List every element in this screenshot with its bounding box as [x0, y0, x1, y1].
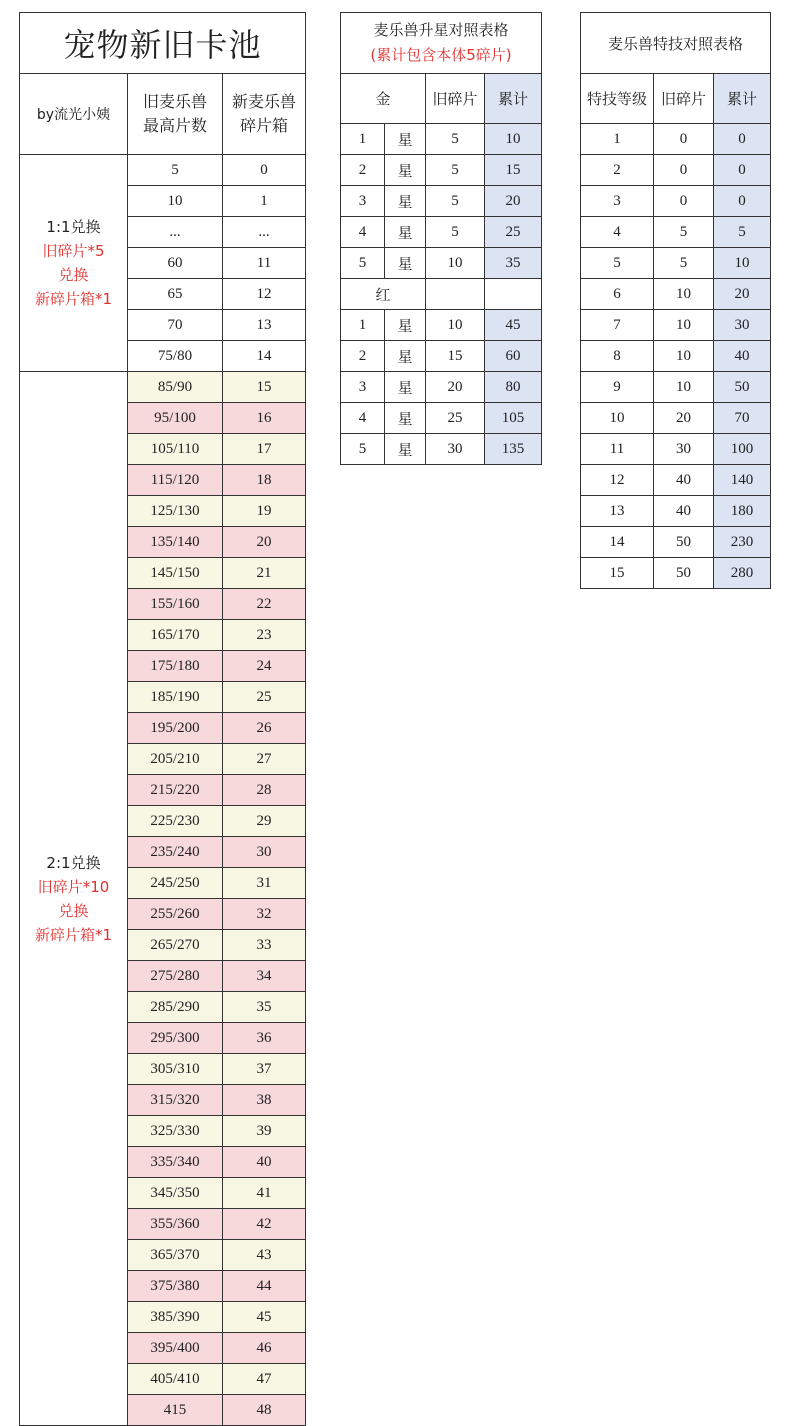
table-row — [581, 558, 771, 589]
old-shards-cell: 15 — [426, 341, 485, 372]
skill-table — [580, 12, 771, 589]
star-label-cell: 星 — [385, 341, 426, 372]
skill-table-header — [581, 74, 771, 124]
skill-level-cell: 13 — [581, 496, 654, 527]
header-old-max-shards: 旧麦乐兽 最高片数 — [128, 74, 223, 155]
old-max-shards-cell: 305/310 — [128, 1054, 223, 1085]
header-new-shard-box: 新麦乐兽 碎片箱 — [223, 74, 306, 155]
old-max-shards-cell: 115/120 — [128, 465, 223, 496]
cumulative-cell: 100 — [714, 434, 771, 465]
table-row — [341, 124, 542, 155]
skill-level-cell: 5 — [581, 248, 654, 279]
old-max-shards-cell: 95/100 — [128, 403, 223, 434]
new-shard-box-cell: 44 — [223, 1271, 306, 1302]
old-shards-cell: 40 — [654, 496, 714, 527]
skill-level-cell: 15 — [581, 558, 654, 589]
old-max-shards-cell: 285/290 — [128, 992, 223, 1023]
new-shard-box-cell: 43 — [223, 1240, 306, 1271]
skill-level-cell: 11 — [581, 434, 654, 465]
new-shard-box-cell: 14 — [223, 341, 306, 372]
cumulative-cell: 40 — [714, 341, 771, 372]
old-shards-cell: 10 — [654, 341, 714, 372]
old-max-shards-cell: 415 — [128, 1395, 223, 1426]
old-shards-cell: 10 — [654, 372, 714, 403]
new-shard-box-cell: 48 — [223, 1395, 306, 1426]
old-max-shards-cell: 365/370 — [128, 1240, 223, 1271]
new-shard-box-cell: 13 — [223, 310, 306, 341]
exchange-rule-line: 兑换 — [58, 901, 89, 920]
new-shard-box-cell: 41 — [223, 1178, 306, 1209]
cumulative-cell: 135 — [485, 434, 542, 465]
old-shards-cell: 20 — [654, 403, 714, 434]
old-max-shards-cell: 60 — [128, 248, 223, 279]
exchange-rule-line: 1:1兑换 — [46, 218, 101, 236]
new-shard-box-cell: 11 — [223, 248, 306, 279]
header-cumulative: 累计 — [714, 74, 771, 124]
old-max-shards-cell: 205/210 — [128, 744, 223, 775]
new-shard-box-cell: 0 — [223, 155, 306, 186]
cumulative-cell: 0 — [714, 124, 771, 155]
table-row — [341, 248, 542, 279]
skill-level-cell: 6 — [581, 279, 654, 310]
table-row — [20, 372, 306, 403]
cumulative-cell: 80 — [485, 372, 542, 403]
old-max-shards-cell: 255/260 — [128, 899, 223, 930]
star-level-cell: 1 — [341, 124, 385, 155]
cumulative-cell: 70 — [714, 403, 771, 434]
new-shard-box-cell: 20 — [223, 527, 306, 558]
old-shards-cell: 30 — [654, 434, 714, 465]
red-section-row — [341, 279, 542, 310]
table-row — [581, 465, 771, 496]
old-max-shards-cell: 5 — [128, 155, 223, 186]
old-shards-cell: 10 — [426, 248, 485, 279]
header-old-shards: 旧碎片 — [426, 74, 485, 124]
star-upgrade-table — [340, 12, 542, 465]
table-row — [341, 403, 542, 434]
old-shards-cell: 50 — [654, 527, 714, 558]
old-max-shards-cell: 235/240 — [128, 837, 223, 868]
old-shards-cell: 10 — [654, 279, 714, 310]
star-upgrade-subtitle: (累计包含本体5碎片) — [370, 46, 512, 64]
skill-table-title: 麦乐兽特技对照表格 — [581, 13, 771, 74]
star-label-cell: 星 — [385, 155, 426, 186]
star-level-cell: 3 — [341, 372, 385, 403]
skill-level-cell: 9 — [581, 372, 654, 403]
exchange-rule-line: 2:1兑换 — [46, 853, 101, 872]
skill-level-cell: 3 — [581, 186, 654, 217]
star-level-cell: 2 — [341, 341, 385, 372]
old-shards-cell: 0 — [654, 124, 714, 155]
cumulative-cell: 10 — [485, 124, 542, 155]
old-max-shards-cell: 295/300 — [128, 1023, 223, 1054]
new-shard-box-cell: 42 — [223, 1209, 306, 1240]
new-shard-box-cell: 32 — [223, 899, 306, 930]
old-max-shards-cell: 315/320 — [128, 1085, 223, 1116]
new-shard-box-cell: 25 — [223, 682, 306, 713]
skill-level-cell: 10 — [581, 403, 654, 434]
table-row — [581, 341, 771, 372]
old-shards-cell: 5 — [654, 217, 714, 248]
header-old-shards: 旧碎片 — [654, 74, 714, 124]
new-shard-box-cell: 18 — [223, 465, 306, 496]
old-max-shards-cell: 215/220 — [128, 775, 223, 806]
star-label-cell: 星 — [385, 124, 426, 155]
old-shards-cell: 5 — [654, 248, 714, 279]
skill-rows — [581, 124, 771, 589]
old-shards-cell: 10 — [426, 310, 485, 341]
cumulative-cell: 15 — [485, 155, 542, 186]
table-row — [581, 248, 771, 279]
old-shards-cell: 20 — [426, 372, 485, 403]
old-max-shards-cell: 405/410 — [128, 1364, 223, 1395]
star-label-cell: 星 — [385, 248, 426, 279]
new-shard-box-cell: 39 — [223, 1116, 306, 1147]
old-max-shards-cell: 145/150 — [128, 558, 223, 589]
old-max-shards-cell: 375/380 — [128, 1271, 223, 1302]
new-shard-box-cell: 22 — [223, 589, 306, 620]
new-shard-box-cell: 29 — [223, 806, 306, 837]
cumulative-cell: 20 — [485, 186, 542, 217]
cumulative-cell: 140 — [714, 465, 771, 496]
skill-level-cell: 4 — [581, 217, 654, 248]
star-label-cell: 星 — [385, 186, 426, 217]
table-row — [581, 403, 771, 434]
red-section-empty — [485, 279, 542, 310]
new-shard-box-cell: 35 — [223, 992, 306, 1023]
table-row — [341, 155, 542, 186]
cumulative-cell: 25 — [485, 217, 542, 248]
pet-pool-table — [19, 12, 306, 1426]
star-label-cell: 星 — [385, 310, 426, 341]
new-shard-box-cell: 45 — [223, 1302, 306, 1333]
old-max-shards-cell: 225/230 — [128, 806, 223, 837]
new-shard-box-cell: 19 — [223, 496, 306, 527]
skill-level-cell: 2 — [581, 155, 654, 186]
exchange-rule-line: 兑换 — [58, 266, 89, 284]
table-row — [341, 341, 542, 372]
red-star-rows — [341, 310, 542, 465]
old-max-shards-cell: 195/200 — [128, 713, 223, 744]
pet-pool-header — [20, 74, 306, 155]
star-label-cell: 星 — [385, 217, 426, 248]
cumulative-cell: 230 — [714, 527, 771, 558]
old-shards-cell: 0 — [654, 155, 714, 186]
star-level-cell: 2 — [341, 155, 385, 186]
star-level-cell: 4 — [341, 403, 385, 434]
skill-level-cell: 1 — [581, 124, 654, 155]
old-shards-cell: 30 — [426, 434, 485, 465]
cumulative-cell: 45 — [485, 310, 542, 341]
old-max-shards-cell: 85/90 — [128, 372, 223, 403]
cumulative-cell: 50 — [714, 372, 771, 403]
exchange-rule-line: 新碎片箱*1 — [34, 925, 113, 944]
cumulative-cell: 30 — [714, 310, 771, 341]
header-cumulative: 累计 — [485, 74, 542, 124]
new-shard-box-cell: 15 — [223, 372, 306, 403]
star-label-cell: 星 — [385, 372, 426, 403]
exchange-rule-line: 旧碎片*5 — [42, 242, 105, 260]
new-shard-box-cell: 21 — [223, 558, 306, 589]
new-shard-box-cell: 28 — [223, 775, 306, 806]
cumulative-cell: 105 — [485, 403, 542, 434]
cumulative-cell: 180 — [714, 496, 771, 527]
skill-level-cell: 8 — [581, 341, 654, 372]
star-upgrade-header — [341, 74, 542, 124]
old-shards-cell: 50 — [654, 558, 714, 589]
new-shard-box-cell: 31 — [223, 868, 306, 899]
new-shard-box-cell: 30 — [223, 837, 306, 868]
table-row — [581, 124, 771, 155]
new-shard-box-cell: 1 — [223, 186, 306, 217]
new-shard-box-cell: 12 — [223, 279, 306, 310]
cumulative-cell: 35 — [485, 248, 542, 279]
cumulative-cell: 280 — [714, 558, 771, 589]
star-level-cell: 4 — [341, 217, 385, 248]
table-row — [341, 186, 542, 217]
new-shard-box-cell: 23 — [223, 620, 306, 651]
table-row — [581, 217, 771, 248]
old-max-shards-cell: 165/170 — [128, 620, 223, 651]
old-max-shards-cell: 70 — [128, 310, 223, 341]
new-shard-box-cell: 36 — [223, 1023, 306, 1054]
old-max-shards-cell: 175/180 — [128, 651, 223, 682]
star-upgrade-title-text: 麦乐兽升星对照表格 — [373, 21, 509, 39]
header-skill-level: 特技等级 — [581, 74, 654, 124]
table-row — [341, 310, 542, 341]
star-label-cell: 星 — [385, 403, 426, 434]
old-max-shards-cell: 385/390 — [128, 1302, 223, 1333]
skill-level-cell: 14 — [581, 527, 654, 558]
old-shards-cell: 0 — [654, 186, 714, 217]
table-row — [581, 496, 771, 527]
star-label-cell: 星 — [385, 434, 426, 465]
table-row — [341, 372, 542, 403]
table-row — [20, 155, 306, 186]
table-row — [341, 217, 542, 248]
table-row — [341, 434, 542, 465]
skill-level-cell: 12 — [581, 465, 654, 496]
author-credit: by流光小姨 — [20, 74, 128, 155]
cumulative-cell: 5 — [714, 217, 771, 248]
red-section-empty — [426, 279, 485, 310]
new-shard-box-cell: 24 — [223, 651, 306, 682]
old-max-shards-cell: 395/400 — [128, 1333, 223, 1364]
table-row — [581, 434, 771, 465]
gold-star-rows — [341, 124, 542, 279]
new-shard-box-cell: 27 — [223, 744, 306, 775]
new-shard-box-cell: ... — [223, 217, 306, 248]
new-shard-box-cell: 38 — [223, 1085, 306, 1116]
cumulative-cell: 10 — [714, 248, 771, 279]
star-level-cell: 5 — [341, 434, 385, 465]
old-shards-cell: 10 — [654, 310, 714, 341]
old-max-shards-cell: 355/360 — [128, 1209, 223, 1240]
new-shard-box-cell: 33 — [223, 930, 306, 961]
pet-pool-title: 宠物新旧卡池 — [20, 13, 306, 74]
new-shard-box-cell: 47 — [223, 1364, 306, 1395]
old-max-shards-cell: 185/190 — [128, 682, 223, 713]
exchange-rule-line: 旧碎片*10 — [37, 877, 110, 896]
exchange-rule-2to1 — [20, 372, 128, 1426]
old-max-shards-cell: 65 — [128, 279, 223, 310]
star-level-cell: 3 — [341, 186, 385, 217]
old-shards-cell: 40 — [654, 465, 714, 496]
new-shard-box-cell: 37 — [223, 1054, 306, 1085]
table-row — [581, 155, 771, 186]
old-max-shards-cell: 335/340 — [128, 1147, 223, 1178]
table-row — [581, 279, 771, 310]
exchange-rule-1to1 — [20, 155, 128, 372]
old-max-shards-cell: 265/270 — [128, 930, 223, 961]
star-level-cell: 5 — [341, 248, 385, 279]
exchange-rule-line: 新碎片箱*1 — [34, 290, 113, 308]
old-shards-cell: 5 — [426, 124, 485, 155]
old-shards-cell: 5 — [426, 217, 485, 248]
old-max-shards-cell: 345/350 — [128, 1178, 223, 1209]
old-max-shards-cell: 135/140 — [128, 527, 223, 558]
new-shard-box-cell: 16 — [223, 403, 306, 434]
new-shard-box-cell: 34 — [223, 961, 306, 992]
old-max-shards-cell: ... — [128, 217, 223, 248]
table-row — [581, 310, 771, 341]
old-shards-cell: 5 — [426, 186, 485, 217]
cumulative-cell: 60 — [485, 341, 542, 372]
header-gold: 金 — [341, 74, 426, 124]
star-level-cell: 1 — [341, 310, 385, 341]
new-shard-box-cell: 26 — [223, 713, 306, 744]
new-shard-box-cell: 17 — [223, 434, 306, 465]
cumulative-cell: 0 — [714, 186, 771, 217]
old-shards-cell: 5 — [426, 155, 485, 186]
old-max-shards-cell: 155/160 — [128, 589, 223, 620]
old-max-shards-cell: 75/80 — [128, 341, 223, 372]
old-shards-cell: 25 — [426, 403, 485, 434]
cumulative-cell: 20 — [714, 279, 771, 310]
header-red: 红 — [341, 279, 426, 310]
old-max-shards-cell: 125/130 — [128, 496, 223, 527]
pet-pool-rows — [20, 155, 306, 1426]
new-shard-box-cell: 46 — [223, 1333, 306, 1364]
old-max-shards-cell: 325/330 — [128, 1116, 223, 1147]
table-row — [581, 372, 771, 403]
skill-level-cell: 7 — [581, 310, 654, 341]
old-max-shards-cell: 105/110 — [128, 434, 223, 465]
cumulative-cell: 0 — [714, 155, 771, 186]
old-max-shards-cell: 10 — [128, 186, 223, 217]
new-shard-box-cell: 40 — [223, 1147, 306, 1178]
star-upgrade-title — [341, 13, 542, 74]
old-max-shards-cell: 245/250 — [128, 868, 223, 899]
table-row — [581, 186, 771, 217]
table-row — [581, 527, 771, 558]
old-max-shards-cell: 275/280 — [128, 961, 223, 992]
